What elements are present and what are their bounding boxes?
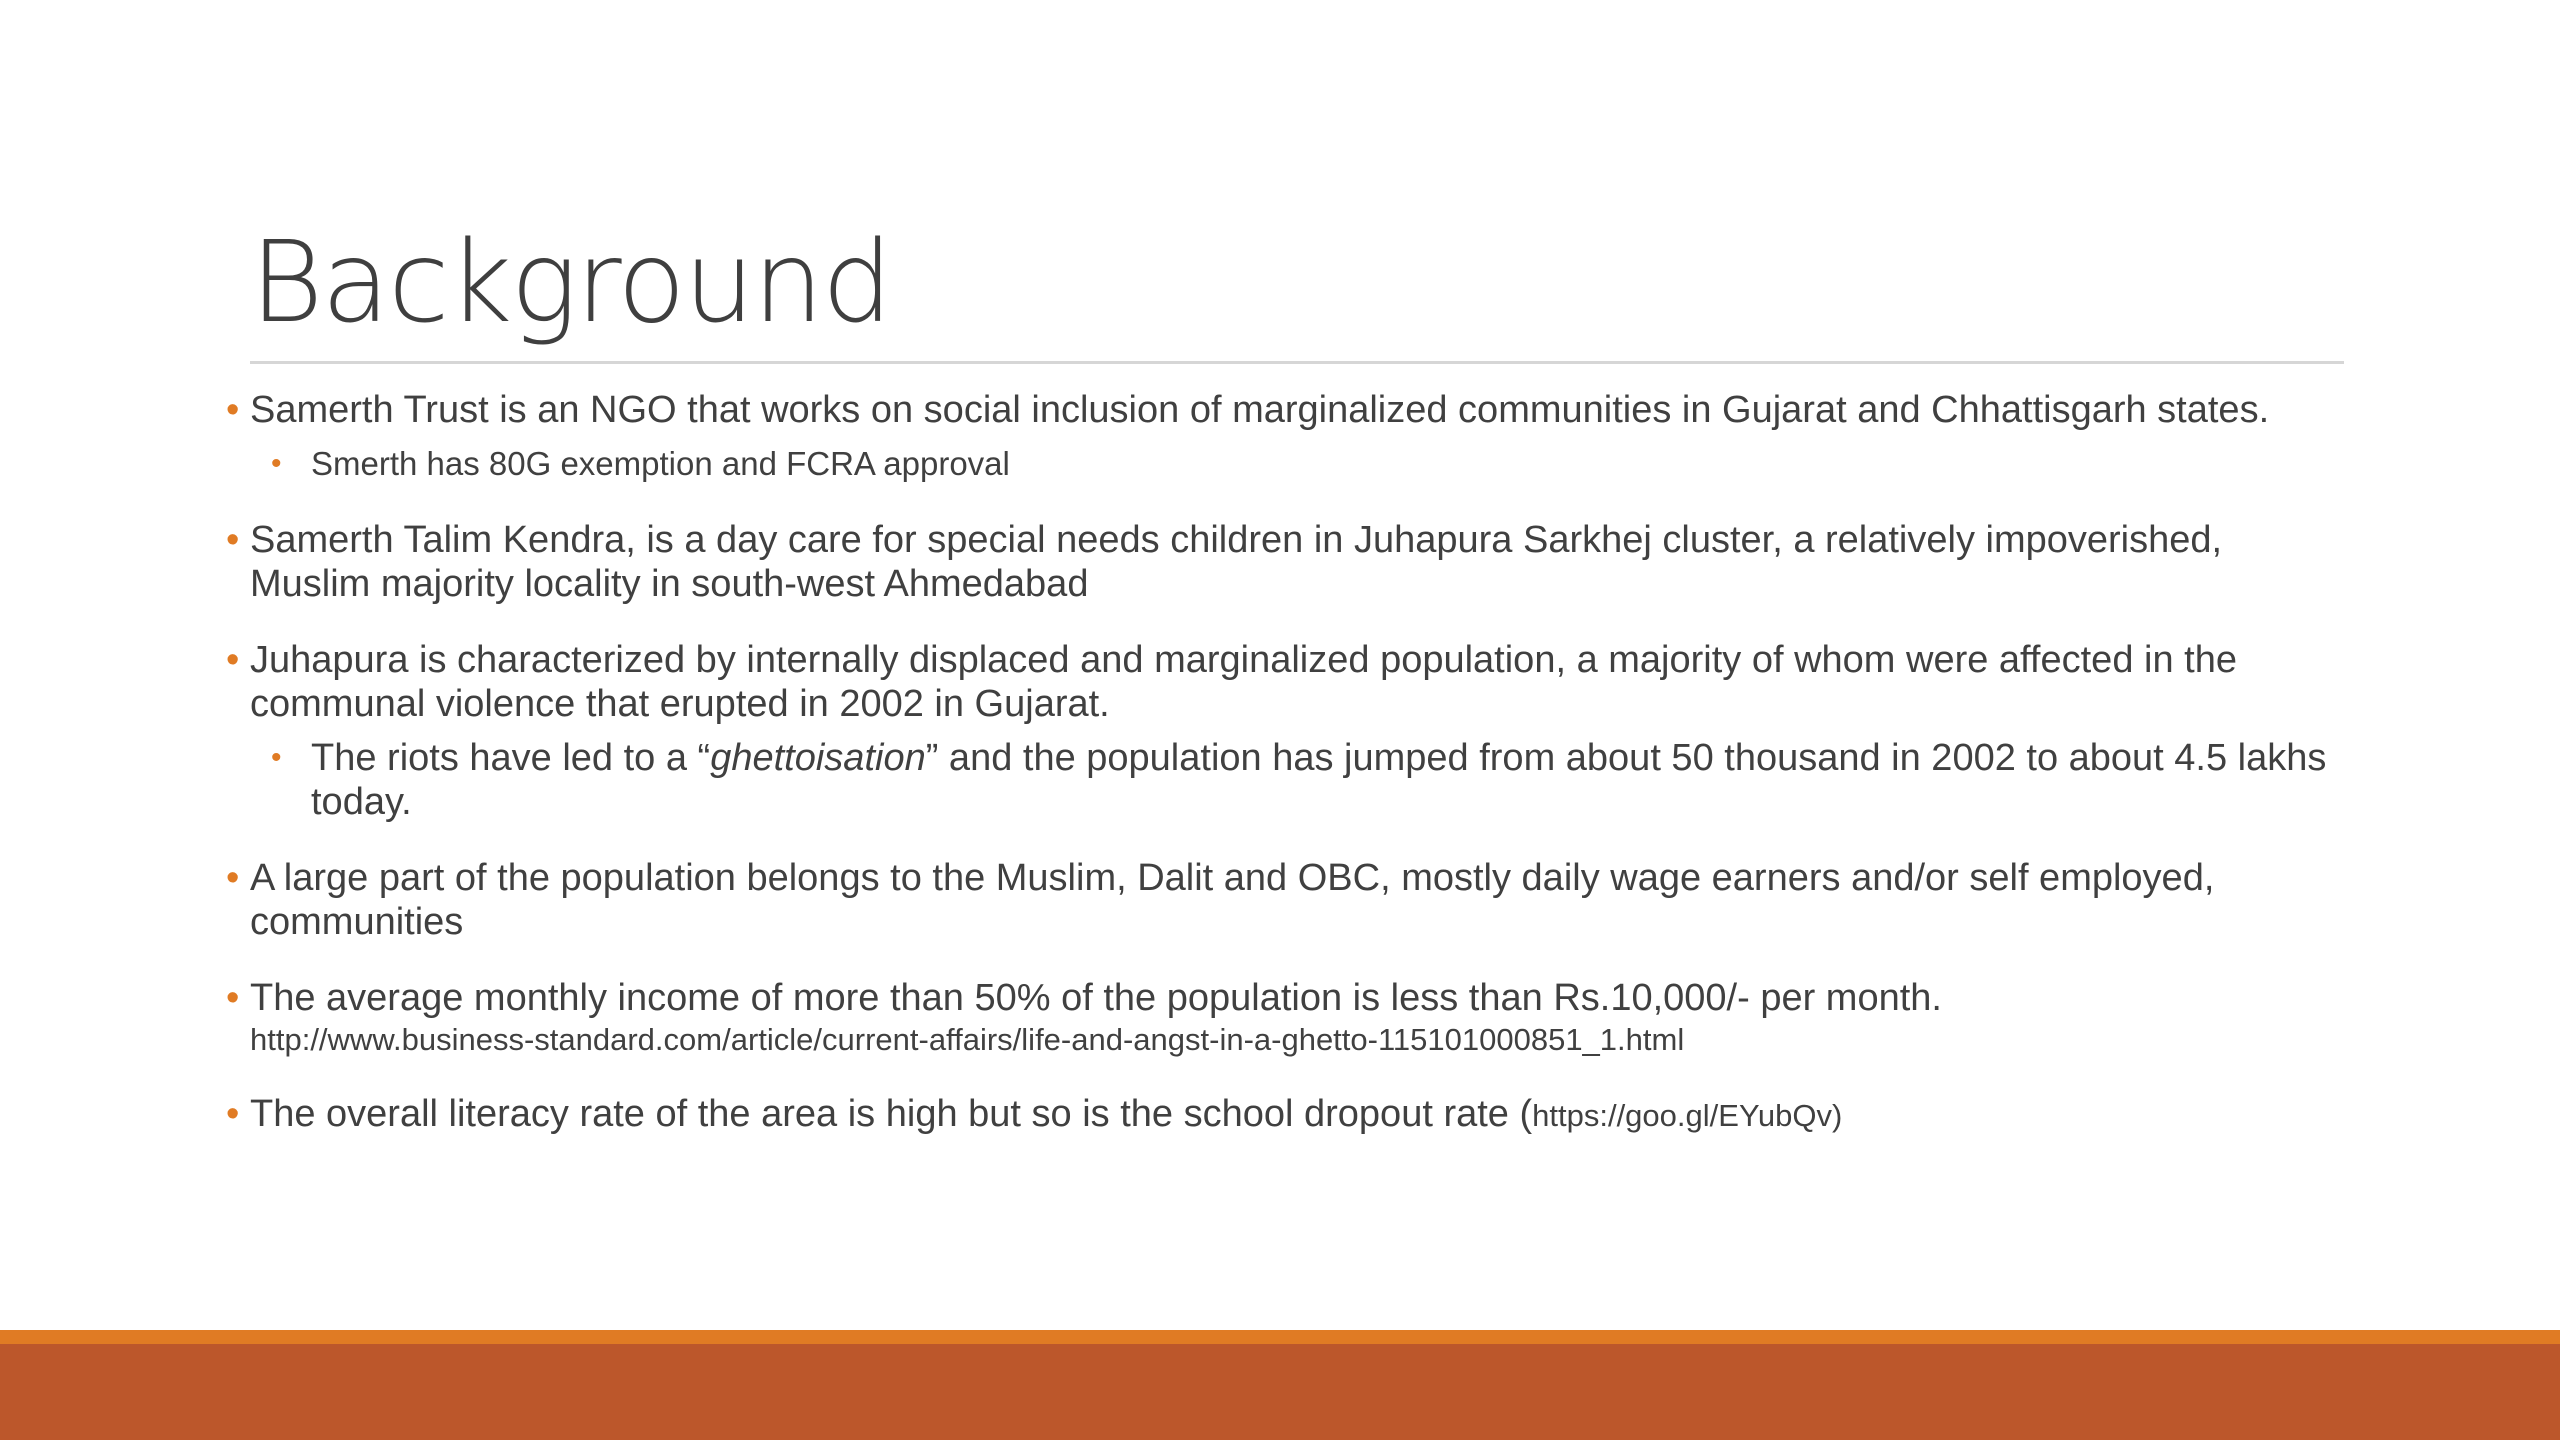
bullet-item <box>226 638 2346 726</box>
sub-bullet-item <box>226 736 2346 824</box>
bullet-text: A large part of the population belongs to the Muslim, Dalit and OBC, mostly daily wage earners and/or self employed, communities <box>250 857 2215 943</box>
bullet-dot-icon: • <box>226 977 240 1019</box>
bullet-dot-icon: • <box>226 857 240 899</box>
bullet-item <box>226 388 2346 432</box>
bullet-text: Juhapura is characterized by internally displaced and marginalized population, a majority of whom were affected in the communal violence that erupted in 2002 in Gujarat. <box>250 639 2237 725</box>
bullet-dot-icon: • <box>226 1093 240 1135</box>
sub-bullet-emphasis: ghettoisation <box>710 737 926 779</box>
bullet-item <box>226 1092 2346 1138</box>
footer-bar <box>0 1344 2560 1440</box>
sub-bullet-text-pre: The riots have led to a “ <box>311 737 711 779</box>
bullet-text: The average monthly income of more than 50% of the population is less than Rs.10,000/- per month. <box>250 977 1942 1019</box>
source-link[interactable]: http://www.business-standard.com/article/current-affairs/life-and-angst-in-a-ghetto-115101000851_1.html <box>250 1022 1685 1057</box>
bullet-text: Samerth Trust is an NGO that works on social inclusion of marginalized communities in Gujarat and Chhattisgarh states. <box>250 389 2270 431</box>
source-link[interactable]: https://goo.gl/EYubQv <box>1532 1098 1832 1133</box>
sub-bullet-text-post: ” and the population has jumped from about 50 thousand in 2002 to about 4.5 lakhs today. <box>311 737 2327 823</box>
sub-bullet-text: Smerth has 80G exemption and FCRA approval <box>311 445 1010 482</box>
bullet-dot-icon: • <box>226 389 240 431</box>
bullet-text: The overall literacy rate of the area is high but so is the school dropout rate ( <box>250 1093 1533 1135</box>
bullet-text-close: ) <box>1832 1098 1843 1133</box>
title-divider <box>250 361 2344 364</box>
slide-title: Background <box>250 218 891 348</box>
bullet-item <box>226 856 2346 944</box>
slide-body <box>226 388 2346 1138</box>
bullet-dot-icon: • <box>271 741 282 774</box>
bullet-dot-icon: • <box>226 639 240 681</box>
bullet-dot-icon: • <box>271 447 282 480</box>
bullet-item <box>226 518 2346 606</box>
footer-accent-bar <box>0 1330 2560 1344</box>
sub-bullet-item <box>226 442 2346 486</box>
bullet-item <box>226 976 2346 1060</box>
bullet-text: Samerth Talim Kendra, is a day care for special needs children in Juhapura Sarkhej cluster, a relatively impoverished, Muslim majority locality in south-west Ahmedabad <box>250 519 2223 605</box>
bullet-dot-icon: • <box>226 519 240 561</box>
